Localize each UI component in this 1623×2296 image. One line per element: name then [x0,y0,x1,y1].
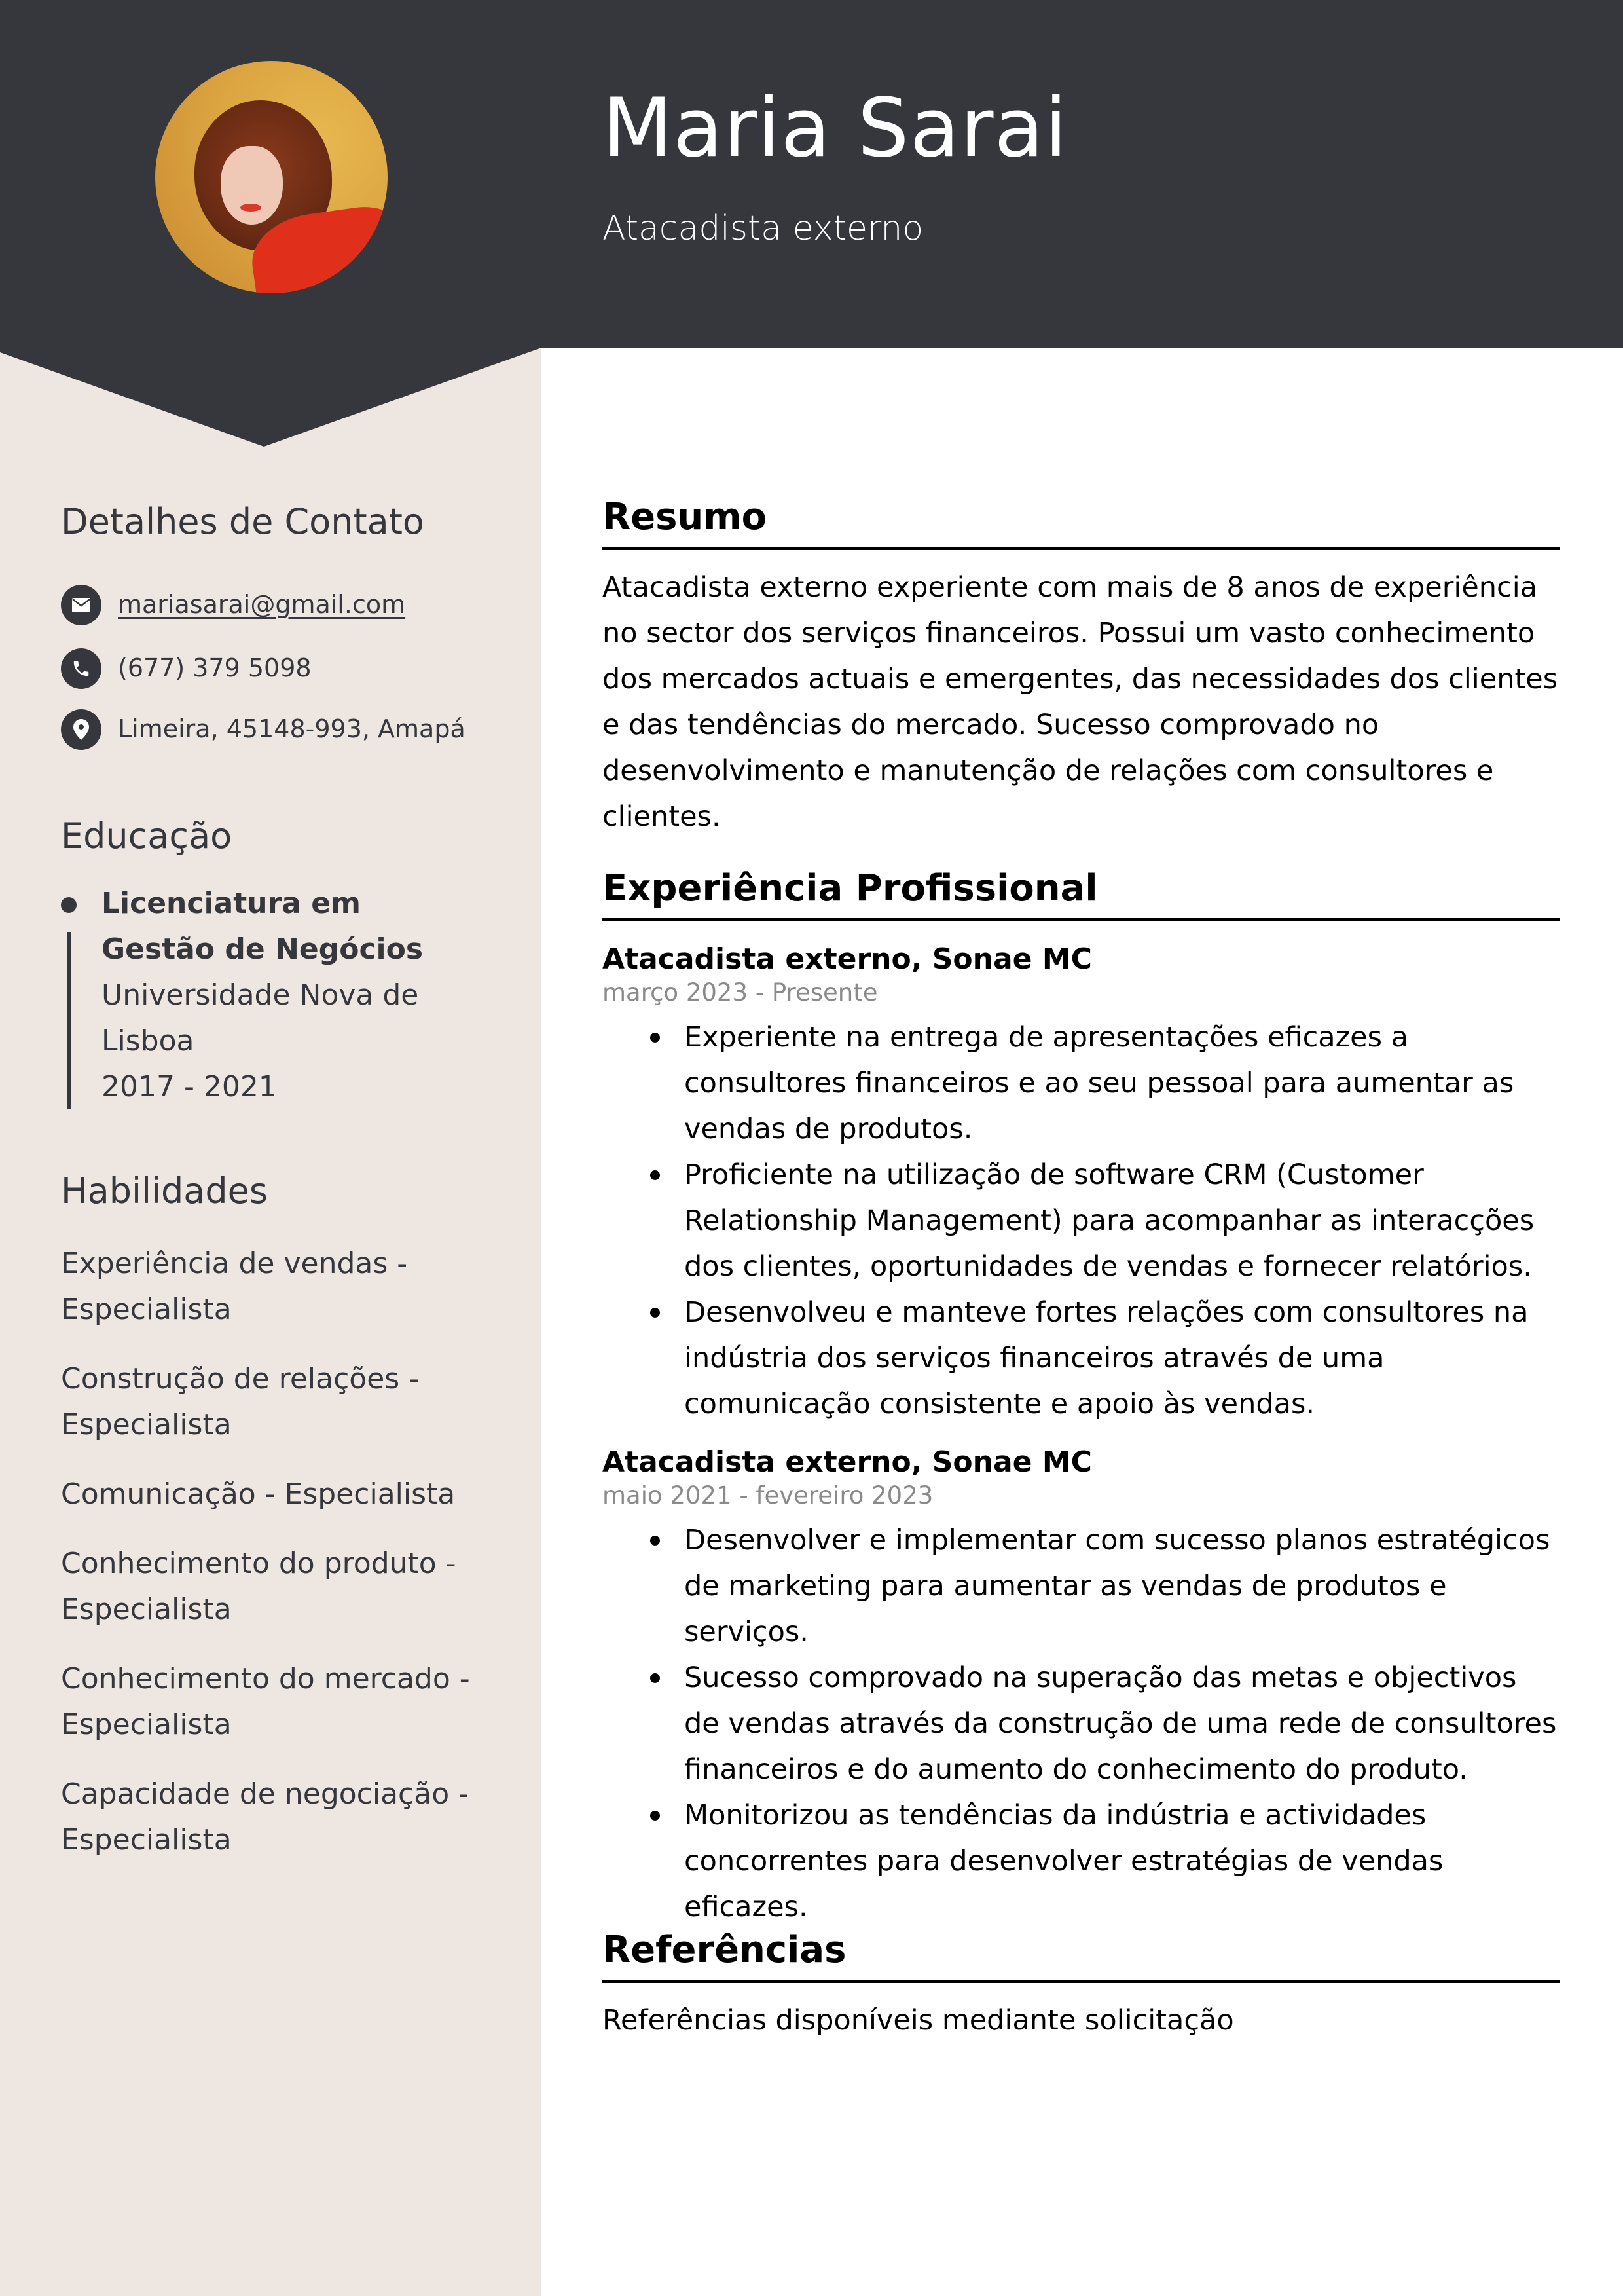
skill-item: Conhecimento do mercado - Especialista [61,1662,470,1741]
timeline-line [67,932,71,1109]
email-link[interactable]: mariasarai@gmail.com [118,590,406,620]
experience-heading: Experiência Profissional [602,866,1560,921]
references-section [602,1928,1560,2043]
skills-list [61,1241,480,1887]
job-bullet: Sucesso comprovado na superação das metas e objectivos de vendas através da construção de uma rede de consultores financeiros e do aumento do conhecimento do produto. [684,1655,1560,1792]
skills-heading: Habilidades [61,1170,268,1212]
location-text: Limeira, 45148-993, Amapá [118,714,465,744]
education-degree: Licenciatura em Gestão de Negócios [101,887,424,966]
job-bullet: Desenvolveu e manteve fortes relações com consultores na indústria dos serviços financeiros através de uma comunicação consistente e apoio às vendas. [684,1289,1560,1427]
job-entry [602,1444,1560,1930]
job-dates: maio 2021 - fevereiro 2023 [602,1481,934,1510]
summary-text: Atacadista externo experiente com mais de 8 anos de experiência no sector dos serviços financeiros. Possui um vasto conhecimento dos mercados actuais e emergentes, das necessidades dos clientes e das tendências do mercado. Sucesso comprovado no desenvolvimento e manutenção de relações com consultores e clientes. [602,571,1558,834]
education-school: Universidade Nova de Lisboa [101,978,419,1058]
contact-email[interactable] [61,585,405,625]
job-bullet: Proficiente na utilização de software CRM (Customer Relationship Management) para acompanhar as interacções dos clientes, oportunidades de vendas e fornecer relatórios. [684,1152,1560,1289]
job-dates: março 2023 - Presente [602,978,878,1007]
job-bullet: Experiente na entrega de apresentações eficazes a consultores financeiros e ao seu pessoal para aumentar as vendas de produtos. [684,1014,1560,1152]
profile-photo [155,61,388,293]
skill-item: Construção de relações - Especialista [61,1362,420,1441]
header-chevron [0,347,541,452]
phone-icon [61,648,101,689]
summary-heading: Resumo [602,495,1560,550]
contact-location [61,709,465,750]
phone-text: (677) 379 5098 [118,654,312,683]
candidate-title: Atacadista externo [602,209,924,248]
job-entry [602,941,1560,1427]
skill-item: Conhecimento do produto - Especialista [61,1547,456,1626]
references-text: Referências disponíveis mediante solicitação [602,2004,1234,2037]
education-heading: Educação [61,815,232,857]
candidate-name: Maria Sarai [602,81,1068,176]
skill-item: Capacidade de negociação - Especialista [61,1777,469,1857]
skill-item: Comunicação - Especialista [61,1477,456,1511]
location-pin-icon [61,709,101,750]
contact-heading: Detalhes de Contato [61,501,424,542]
summary-section [602,495,1560,840]
education-years: 2017 - 2021 [101,1070,277,1103]
job-bullet: Monitorizou as tendências da indústria e actividades concorrentes para desenvolver estratégias de vendas eficazes. [684,1792,1560,1930]
job-bullets [602,1517,1560,1930]
job-bullet: Desenvolver e implementar com sucesso planos estratégicos de marketing para aumentar as vendas de produtos e serviços. [684,1517,1560,1655]
job-bullets [602,1014,1560,1427]
job-title: Atacadista externo, Sonae MC [602,942,1092,976]
education-entry [61,881,480,1110]
references-heading: Referências [602,1928,1560,1983]
envelope-icon [61,585,101,625]
job-title: Atacadista externo, Sonae MC [602,1445,1092,1479]
experience-section [602,866,1560,1930]
contact-phone [61,648,312,689]
timeline-dot [61,897,77,913]
skill-item: Experiência de vendas - Especialista [61,1247,408,1326]
